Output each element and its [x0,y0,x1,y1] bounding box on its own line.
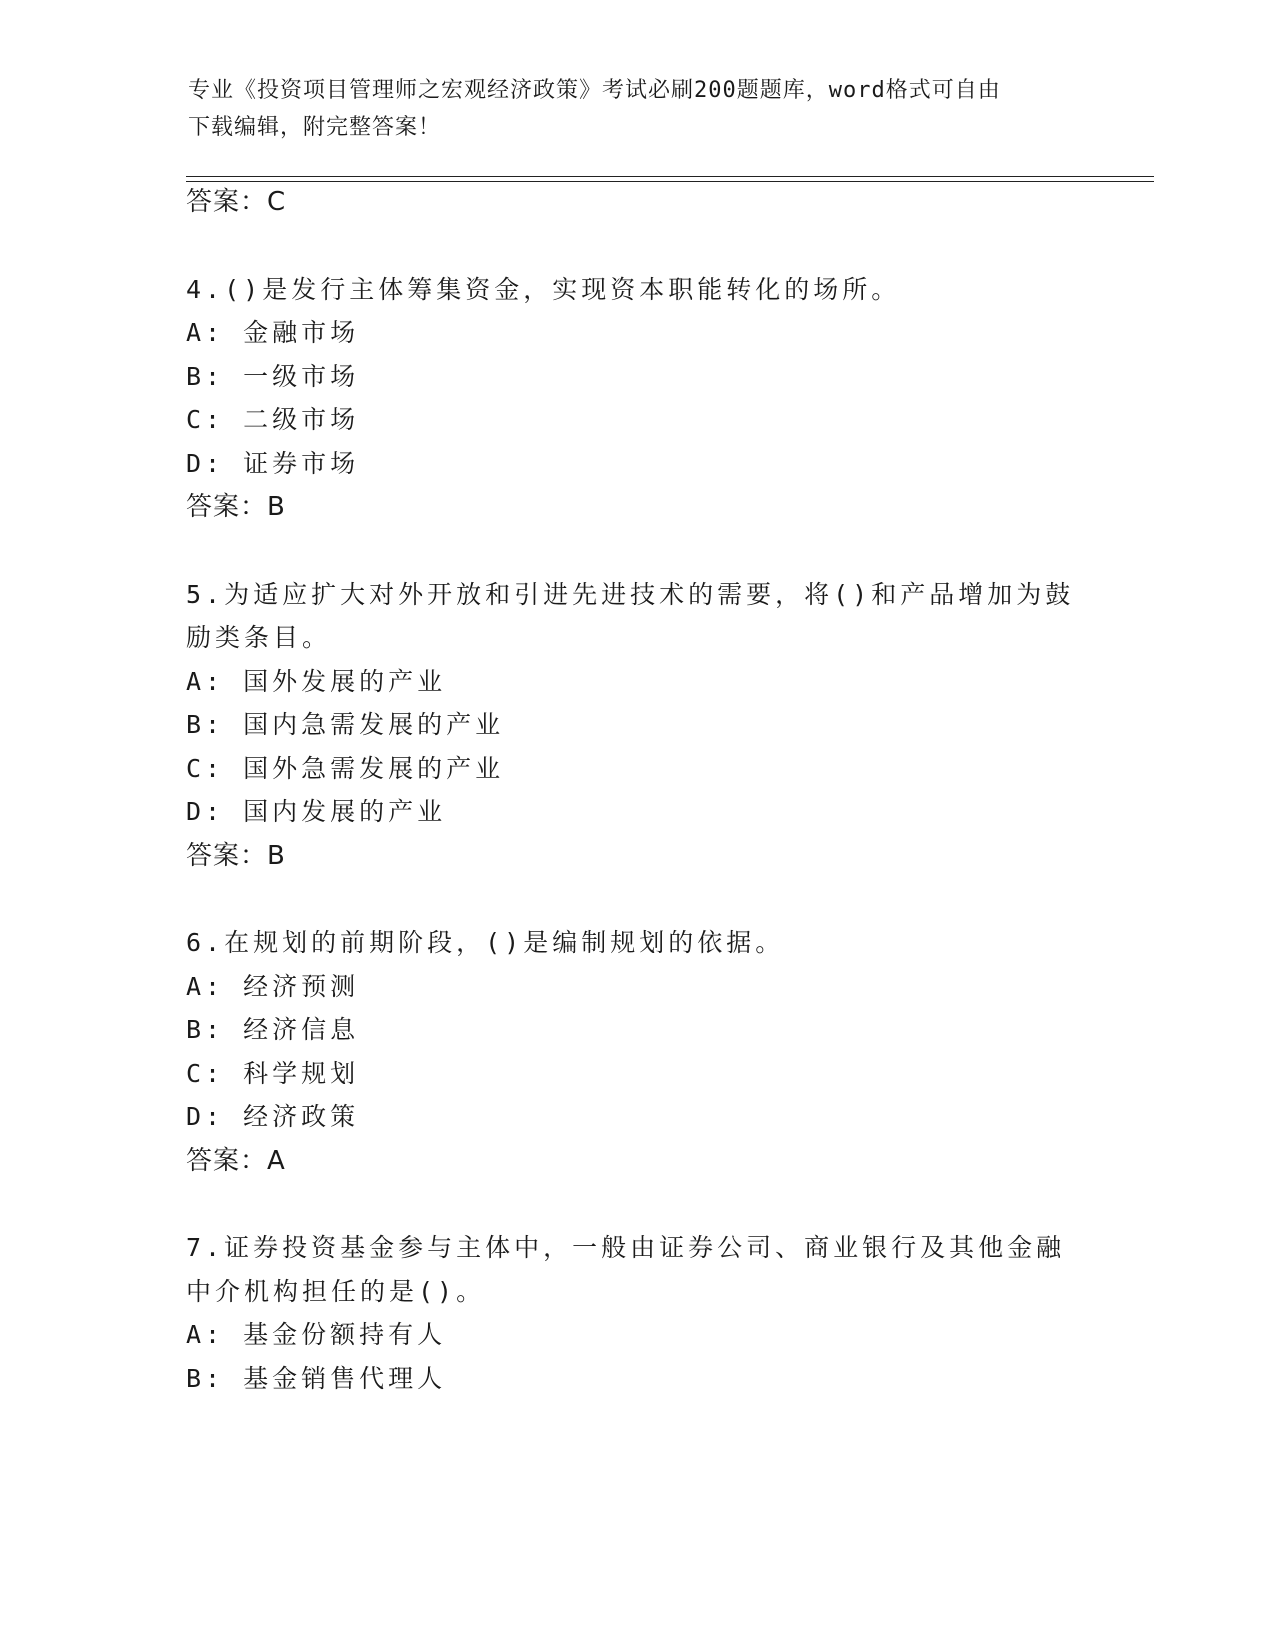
question-6-stem-line-1: 6.在规划的前期阶段，()是编制规划的依据。 [186,928,785,957]
answer-q5: 答案：B [186,841,286,871]
question-4-stem-line-1: 4.()是发行主体筹集资金，实现资本职能转化的场所。 [186,275,901,304]
question-5-stem-line-1: 5.为适应扩大对外开放和引进先进技术的需要，将()和产品增加为鼓 [186,580,1075,609]
question-6-option-a: A: 经济预测 [186,972,360,1001]
question-5-stem-line-2: 励类条目。 [186,623,332,652]
question-7-option-a: A: 基金份额持有人 [186,1320,447,1349]
question-4-option-b: B: 一级市场 [186,362,360,391]
header-divider-bottom [186,181,1154,182]
header-divider-top [186,176,1154,177]
question-4-option-d: D: 证券市场 [186,449,360,478]
question-5-option-d: D: 国内发展的产业 [186,797,447,826]
header-line-2: 下载编辑，附完整答案！ [188,115,442,140]
question-5-option-b: B: 国内急需发展的产业 [186,710,505,739]
question-6-option-d: D: 经济政策 [186,1102,360,1131]
question-7-stem-line-1: 7.证券投资基金参与主体中，一般由证券公司、商业银行及其他金融 [186,1233,1066,1262]
question-6-option-c: C: 科学规划 [186,1059,360,1088]
question-7-stem-line-2: 中介机构担任的是()。 [186,1277,486,1306]
header-line-1: 专业《投资项目管理师之宏观经济政策》考试必刷200题题库，word格式可自由 [188,78,1001,103]
question-4-option-a: A: 金融市场 [186,318,360,347]
answer-q4: 答案：B [186,492,286,522]
answer-q3: 答案：C [186,187,287,217]
question-4-option-c: C: 二级市场 [186,405,360,434]
question-6-option-b: B: 经济信息 [186,1015,360,1044]
question-7-option-b: B: 基金销售代理人 [186,1364,447,1393]
question-5-option-c: C: 国外急需发展的产业 [186,754,505,783]
question-5-option-a: A: 国外发展的产业 [186,667,447,696]
document-header [188,72,1068,146]
answer-q6: 答案：A [186,1146,286,1176]
